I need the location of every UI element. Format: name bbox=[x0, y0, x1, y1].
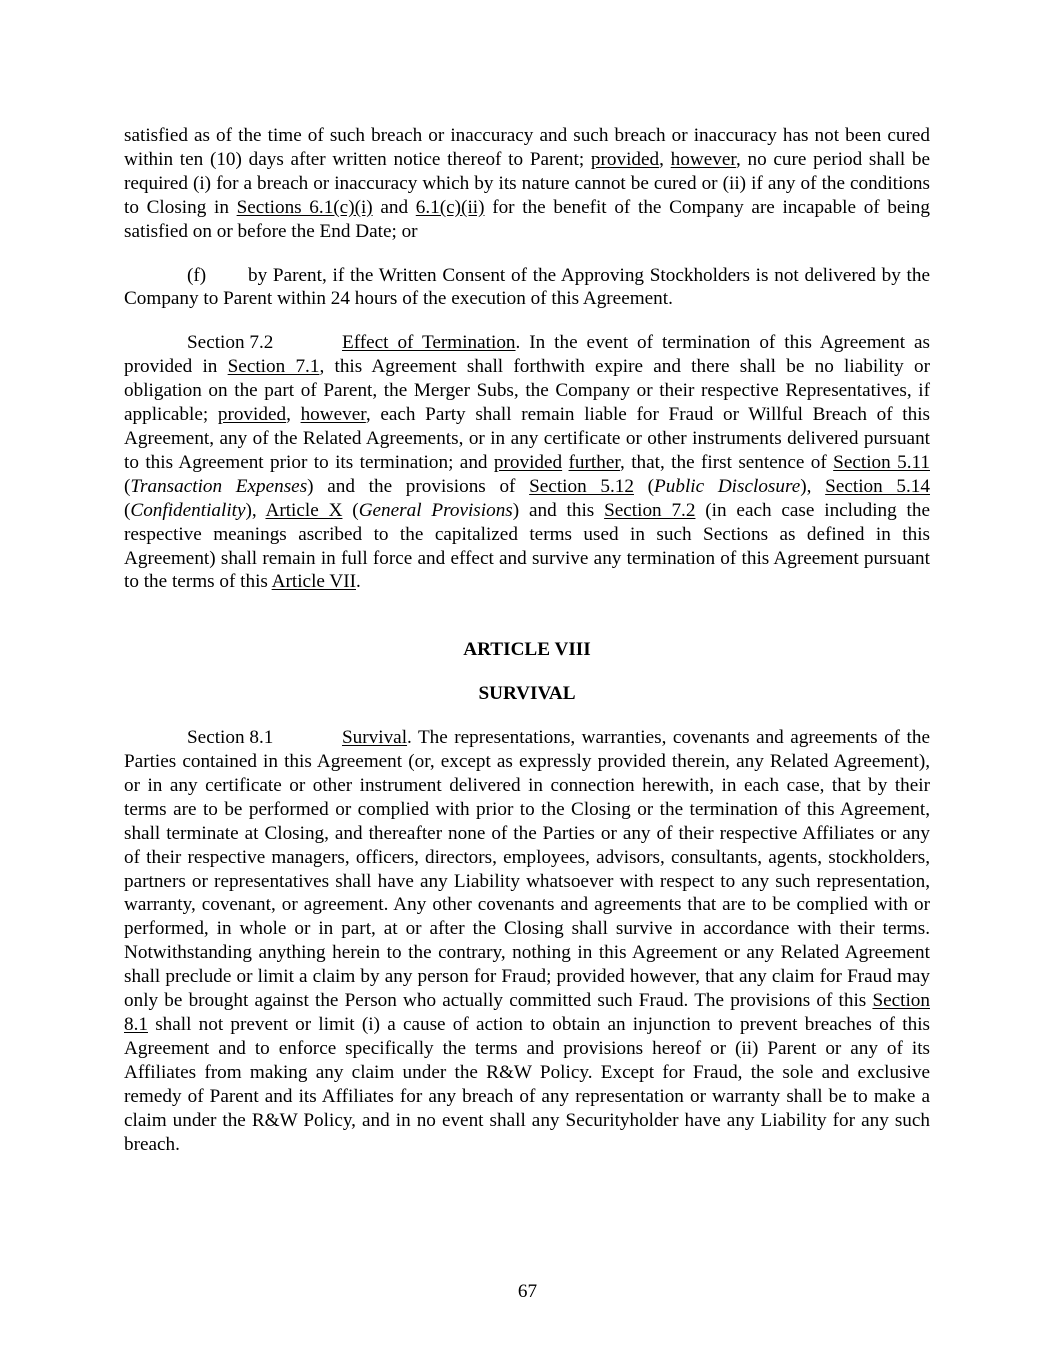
text: (in each case including the respective meanings ascribed to the capitalized terms used in such Sections as defined in this Agreement) shall remain in full force and effect and survive any termination of this Agreement pursuant to the terms of this bbox=[124, 499, 930, 593]
clause-label: (f) bbox=[187, 264, 207, 286]
text: , bbox=[286, 404, 301, 426]
paragraph-clause-f bbox=[124, 264, 930, 312]
cross-reference-link[interactable]: Section 8.1 bbox=[124, 990, 930, 1035]
text: . bbox=[356, 571, 361, 593]
page-number: 67 bbox=[517, 1281, 538, 1302]
article-heading: ARTICLE VIII bbox=[463, 639, 591, 661]
text: , this Agreement shall forthwith expire and there shall be no liability or obligation on the part of Parent, the Merger Subs, the Company or their respective Representatives, if applicable; bbox=[124, 356, 930, 426]
cross-reference-link[interactable]: Article X bbox=[265, 499, 343, 521]
section-label: Section 8.1 bbox=[187, 727, 274, 749]
document-page bbox=[124, 124, 930, 1156]
section-title: Effect of Termination bbox=[342, 332, 516, 354]
cross-reference-link[interactable]: Section 7.2 bbox=[604, 499, 696, 521]
text: ( bbox=[342, 499, 359, 521]
cross-reference-link[interactable]: Article VII bbox=[271, 571, 356, 593]
italic-term: Transaction Expenses bbox=[130, 475, 308, 497]
italic-term: Confidentiality bbox=[130, 499, 246, 521]
section-label: Section 7.2 bbox=[187, 332, 274, 354]
provided-term: provided bbox=[590, 148, 660, 170]
paragraph-termination-continued bbox=[124, 124, 930, 244]
article-title: SURVIVAL bbox=[478, 683, 576, 705]
text: shall not prevent or limit (i) a cause of action to obtain an injunction to prevent breaches of this Agreement and to enforce specifically the terms and provisions hereof or (ii) Parent or any of its Affiliates from making any claim under the R&W Policy. Except for Fraud, the sole and exclusive remedy of Parent and its Affiliates for any breach of any representation or warranty shall be to make a claim under the R&W Policy, and in no event shall any Securityholder have any Liability for any such breach. bbox=[124, 1014, 930, 1155]
provided-term: provided bbox=[493, 451, 563, 473]
text: . The representations, warranties, covenants and agreements of the Parties contained in this Agreement (or, except as expressly provided therein, any Related Agreement), or in any certificate or other instrument delivered in connection herewith, in each case, that by their terms are to be performed or complied with prior to the Closing or the termination of this Agreement, shall terminate at Closing, and thereafter none of the Parties or any of their respective Affiliates or any of their respective managers, officers, directors, employees, advisors, consultants, agents, stockholders, partners or representatives shall have any Liability whatsoever with respect to any such representation, warranty, covenant, or agreement. Any other covenants and agreements that are to be complied with or performed, in whole or in part, at or after the Closing shall survive in accordance with their terms. Notwithstanding anything herein to the contrary, nothing in this Agreement or any Related Agreement shall preclude or limit a claim by any person for Fraud; provided however, that any claim for Fraud may only be brought against the Person who actually committed such Fraud. The provisions of this bbox=[124, 727, 930, 1012]
text: ), bbox=[245, 499, 266, 521]
text: , each Party shall remain liable for Fraud or Willful Breach of this Agreement, any of the Related Agreements, or in any certificate or other instruments delivered pursuant to this Agreement prior to its termination; and bbox=[124, 404, 931, 473]
text: , bbox=[659, 148, 671, 170]
clause-text: by Parent, if the Written Consent of the Approving Stockholders is not delivered by the Company to Parent within 24 hours of the execution of this Agreement. bbox=[124, 264, 930, 310]
text: ) and the provisions of bbox=[307, 475, 530, 497]
provided-term: provided bbox=[217, 404, 287, 426]
further-term: further bbox=[568, 451, 620, 473]
text: and bbox=[372, 196, 416, 218]
section-8-1 bbox=[124, 726, 930, 1156]
text: ) and this bbox=[512, 499, 605, 521]
text: ), bbox=[800, 475, 826, 497]
text: ( bbox=[633, 475, 655, 497]
cross-reference-link[interactable]: Section 5.12 bbox=[529, 475, 634, 497]
text: , that, the first sentence of bbox=[619, 451, 834, 473]
text: ( bbox=[124, 475, 131, 497]
section-7-2 bbox=[124, 331, 930, 594]
however-term: however bbox=[670, 148, 736, 170]
italic-term: General Provisions bbox=[358, 499, 513, 521]
cross-reference-link[interactable]: 6.1(c)(ii) bbox=[415, 196, 485, 218]
italic-term: Public Disclosure bbox=[654, 475, 801, 497]
section-title: Survival bbox=[342, 727, 408, 749]
text: for the benefit of the Company are incapable of being satisfied on or before the End Date; or bbox=[124, 196, 930, 242]
cross-reference-link[interactable]: Section 7.1 bbox=[227, 356, 320, 378]
however-term: however bbox=[300, 404, 366, 426]
cross-reference-link[interactable]: Section 5.11 bbox=[833, 451, 930, 473]
text: ( bbox=[124, 499, 131, 521]
text: , no cure period shall be required (i) for a breach or inaccuracy which by its nature cannot be cured or (ii) if any of the conditions to Closing in bbox=[124, 148, 930, 218]
cross-reference-link[interactable]: Sections 6.1(c)(i) bbox=[236, 196, 373, 218]
text: satisfied as of the time of such breach or inaccuracy and such breach or inaccuracy has not been cured within ten (10) days after written notice thereof to Parent; bbox=[124, 125, 930, 170]
cross-reference-link[interactable]: Section 5.14 bbox=[825, 475, 930, 497]
text: . In the event of termination of this Agreement as provided in bbox=[124, 332, 931, 378]
